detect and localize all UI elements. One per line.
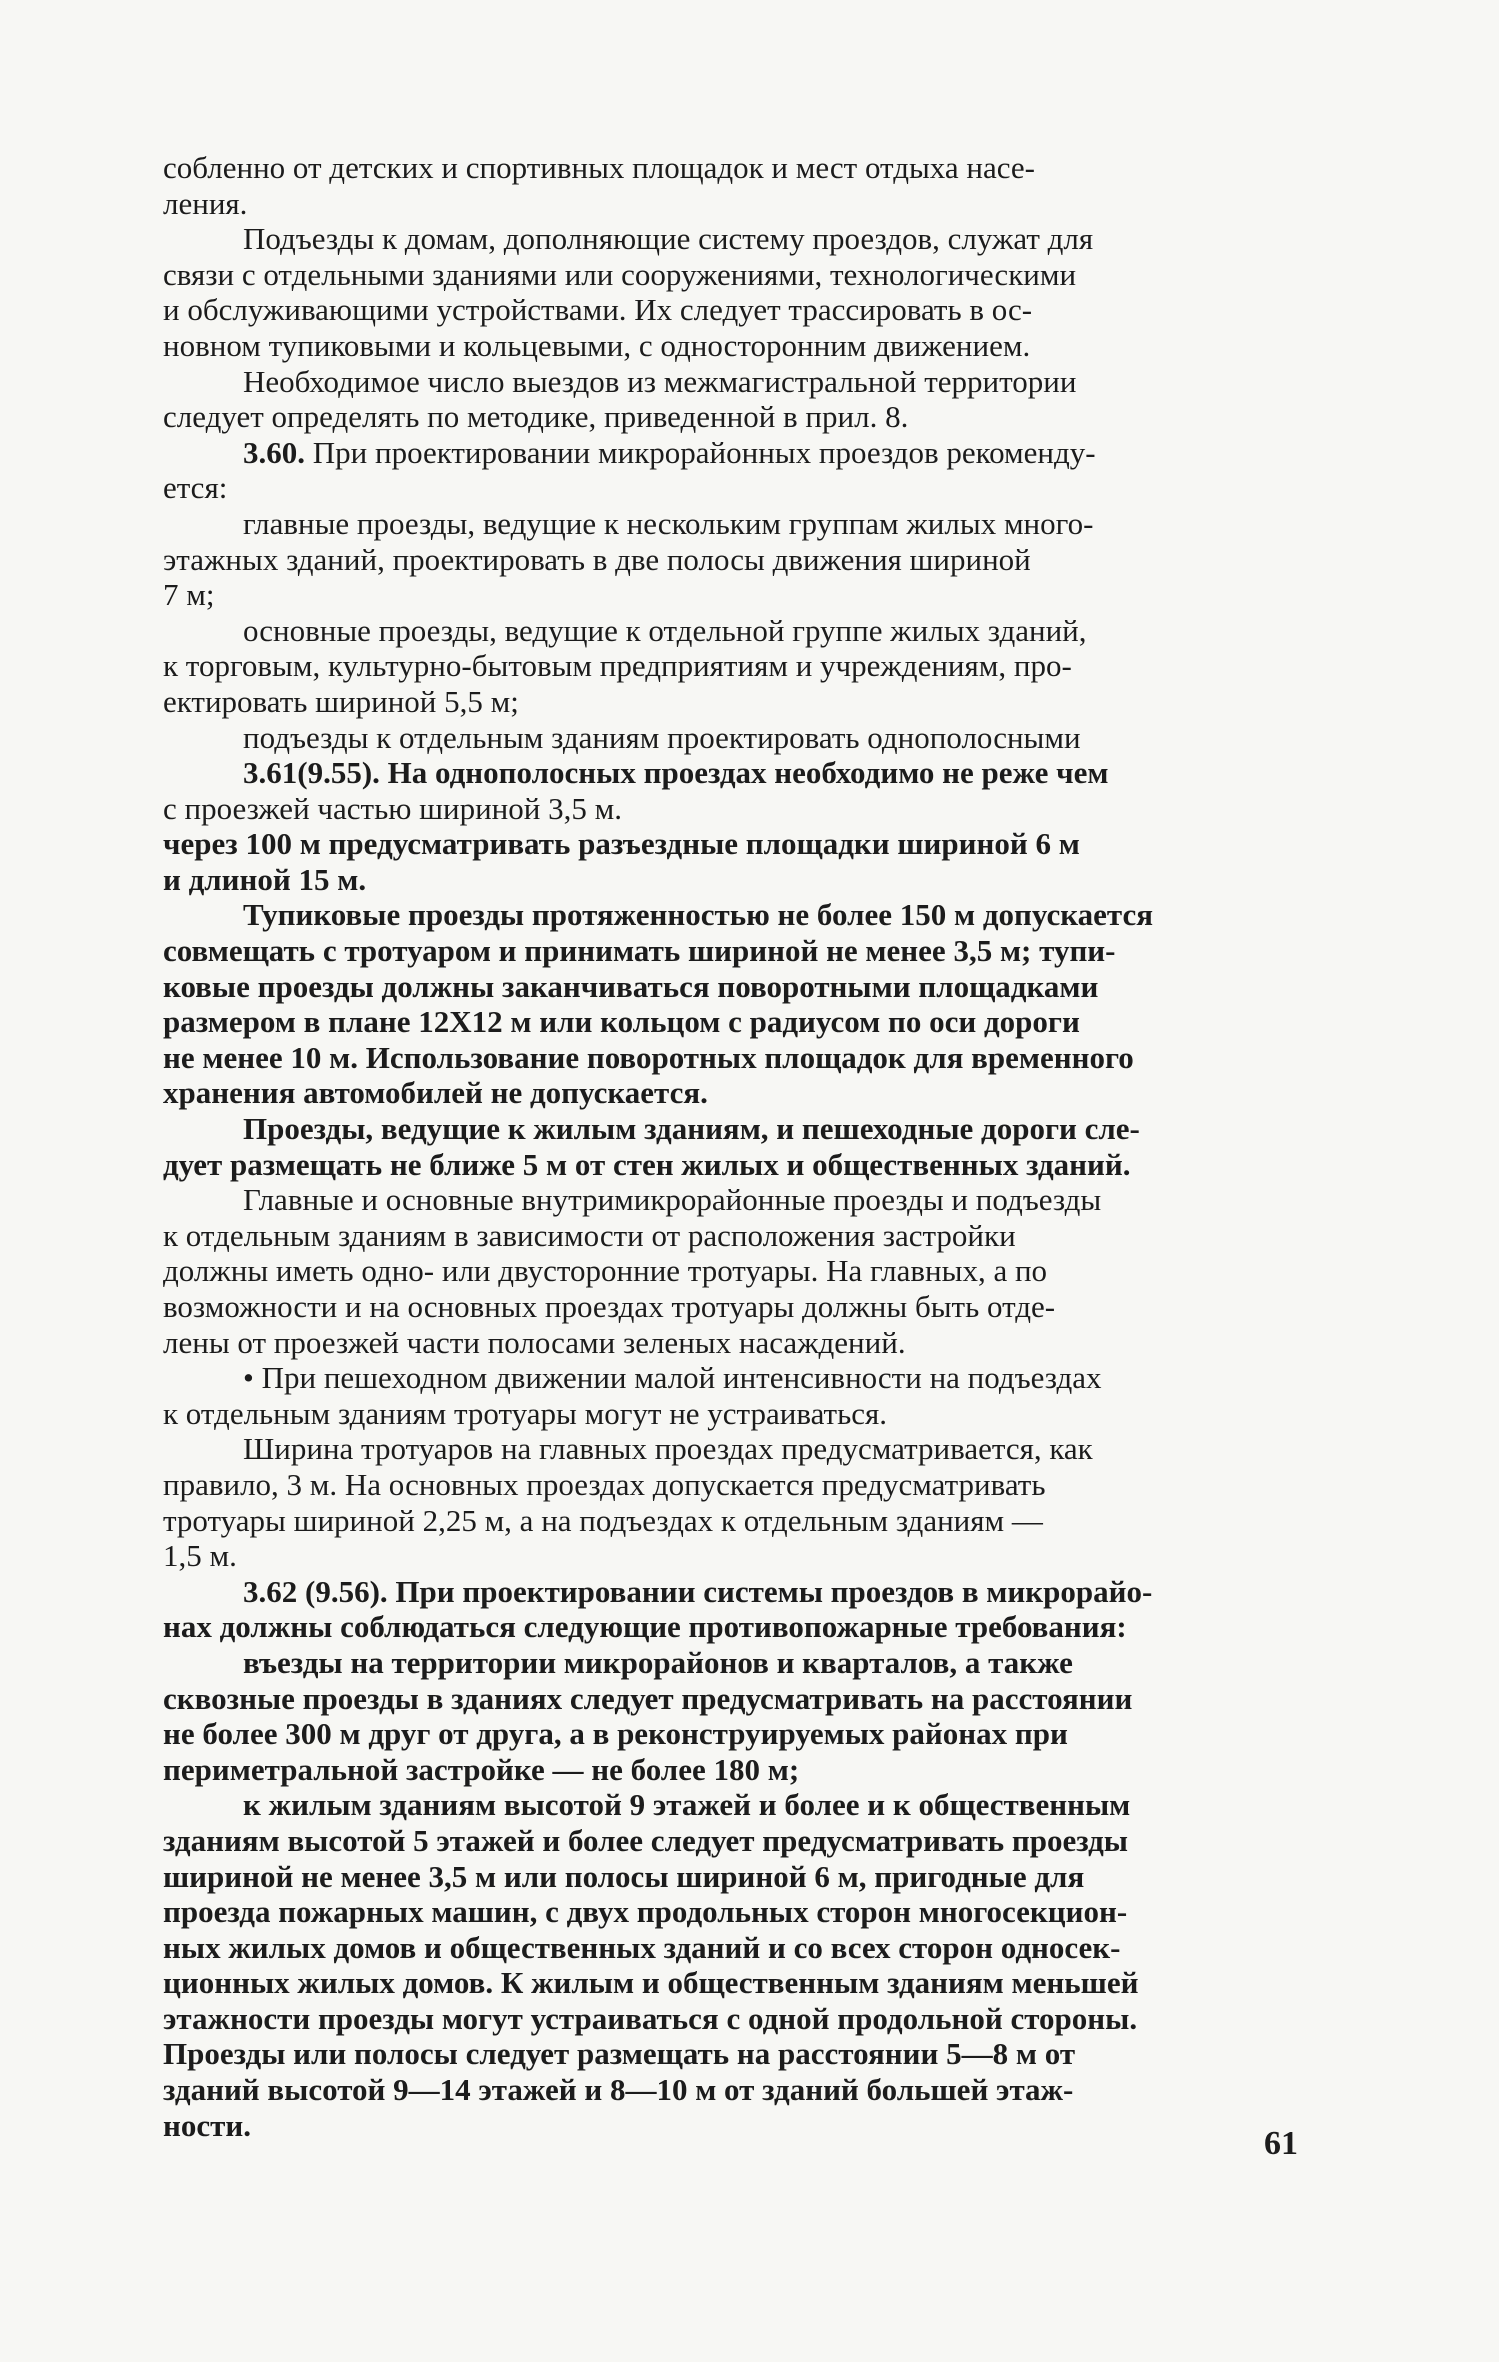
paragraph: Ширина тротуаров на главных проездах предусматривается, как правило, 3 м. На основных проездах допускается предусматривать тротуары шириной 2,25 м, а на подъездах к отдельным зданиям — 1,5 м.	[163, 1431, 1093, 1574]
paragraph: через 100 м предусматривать разъездные площадки шириной 6 м и длиной 15 м.	[163, 826, 1080, 897]
paragraph-bold-text: На однополосных проездах необходимо не реже чем	[379, 755, 1109, 791]
paragraph: главные проезды, ведущие к нескольким группам жилых много- этажных зданий, проектировать в две полосы движения шириной 7 м;	[163, 505, 1094, 613]
page-number: 61	[1264, 2125, 1298, 2162]
paragraph-text: При проектировании микрорайонных проездов рекоменду- ется:	[163, 434, 1096, 506]
section-number: 3.60.	[243, 434, 305, 470]
paragraph: Главные и основные внутримикрорайонные проезды и подъезды к отдельным зданиям в зависимости от расположения застройки должны иметь одно- или двусторонние тротуары. На главных, а по возможности и на основных проездах тротуары должны быть отде- лены от проезжей части полосами зеленых насаждений.	[163, 1182, 1102, 1360]
paragraph: основные проезды, ведущие к отдельной группе жилых зданий, к торговым, культурно-бытовым предприятиям и учреждениям, про- ектировать шириной 5,5 м;	[163, 612, 1087, 719]
paragraph: въезды на территории микрорайонов и кварталов, а также сквозные проезды в зданиях следует предусматривать на расстоянии не более 300 м друг от друга, а в реконструируемых районах при периметральной застройке — не более 180 м;	[163, 1644, 1133, 1787]
section-3-61	[163, 755, 1339, 826]
paragraph: к жилым зданиям высотой 9 этажей и более и к общественным зданиям высотой 5 этажей и более следует предусматривать проезды шириной не менее 3,5 м или полосы шириной 6 м, пригодные для проезда пожарных машин, с двух продольных сторон многосекцион- ных жилых домов и общественных зданий и со всех сторон односек- ционных жилых домов. К жилым и общественным зданиям меньшей этажности проезды могут устраиваться с одной продольной стороны. Проезды или полосы следует размещать на расстоянии 5—8 м от зданий высотой 9—14 этажей и 8—10 м от зданий большей этаж- ности.	[163, 1787, 1139, 2143]
paragraph: • При пешеходном движении малой интенсивности на подъездах к отдельным зданиям тротуары могут не устраиваться.	[163, 1360, 1102, 1431]
paragraph: Необходимое число выездов из межмагистральной территории следует определять по методике, приведенной в прил. 8.	[163, 363, 1077, 435]
section-3-60	[163, 435, 1339, 506]
paragraph-text: с проезжей частью шириной 3,5 м.	[163, 790, 622, 826]
paragraph: Подъезды к домам, дополняющие систему проездов, служат для связи с отдельными зданиями или сооружениями, технологическими и обслуживающими устройствами. Их следует трассировать в ос- новном тупиковыми и кольцевыми, с односторонним движением.	[163, 221, 1094, 363]
section-3-62: 3.62 (9.56). При проектировании системы проездов в микрорайо- нах должны соблюдаться следующие противопожарные требования:	[163, 1573, 1153, 1645]
paragraph: собленно от детских и спортивных площадок и мест отдыха насе- ления.	[163, 150, 1035, 221]
paragraph: Проезды, ведущие к жилым зданиям, и пешеходные дороги сле- дует размещать не ближе 5 м от стен жилых и общественных зданий.	[163, 1111, 1140, 1182]
paragraph: Тупиковые проезды протяженностью не более 150 м допускается совмещать с тротуаром и принимать шириной не менее 3,5 м; тупи- ковые проезды должны заканчиваться поворотными площадками размером в плане 12X12 м или кольцом с радиусом по оси дороги не менее 10 м. Использование поворотных площадок для временного хранения автомобилей не допускается.	[163, 897, 1154, 1111]
document-page	[163, 150, 1339, 2143]
section-number: 3.61(9.55).	[243, 755, 380, 791]
paragraph: подъезды к отдельным зданиям проектировать однополосными	[243, 719, 1081, 755]
